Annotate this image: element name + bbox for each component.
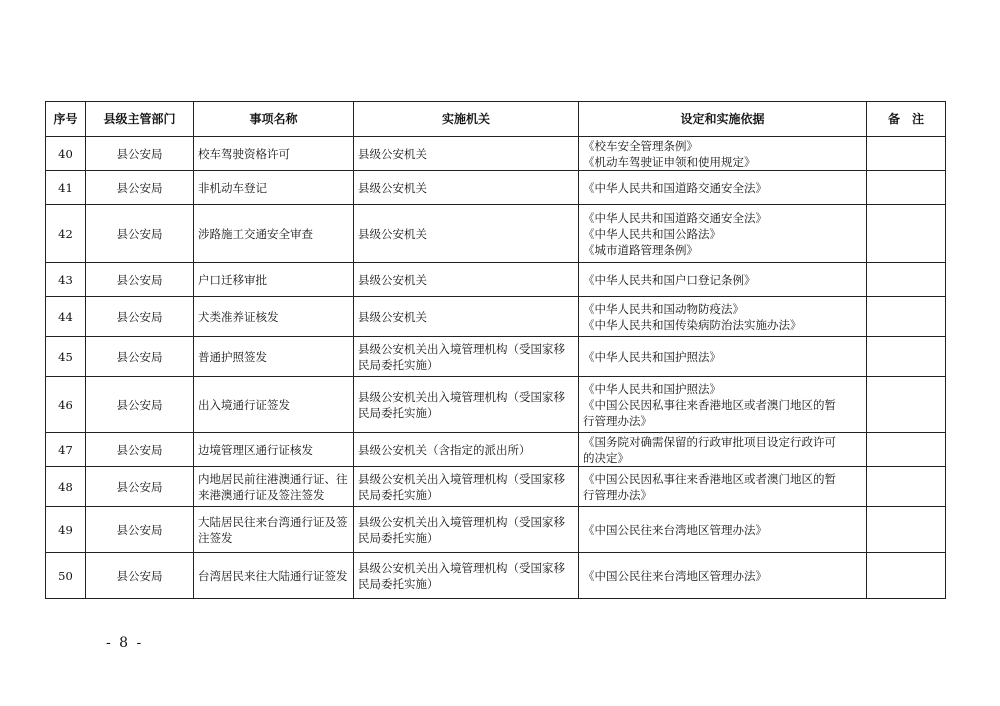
row-basis-cell <box>579 467 867 507</box>
basis-line: 行管理办法》 <box>583 487 652 502</box>
row-no-cell: 44 <box>46 297 86 337</box>
row-item-cell: 边境管理区通行证核发 <box>194 433 354 467</box>
header-dept: 县级主管部门 <box>86 102 194 137</box>
row-note-cell <box>867 507 946 553</box>
table-row <box>46 377 946 433</box>
basis-line: 《中国公民因私事往来香港地区或者澳门地区的暂 <box>583 397 836 412</box>
basis-line: 《中国公民往来台湾地区管理办法》 <box>583 568 767 583</box>
table-row <box>46 337 946 377</box>
row-item-cell: 涉路施工交通安全审查 <box>194 205 354 263</box>
row-note-cell <box>867 467 946 507</box>
table-row <box>46 297 946 337</box>
row-basis-cell <box>579 553 867 599</box>
header-authority: 实施机关 <box>354 102 579 137</box>
basis-line: 《中华人民共和国户口登记条例》 <box>583 272 756 287</box>
row-authority-cell: 县级公安机关出入境管理机构（受国家移民局委托实施） <box>354 337 579 377</box>
row-authority-cell: 县级公安机关 <box>354 297 579 337</box>
header-no: 序号 <box>46 102 86 137</box>
row-item-cell: 户口迁移审批 <box>194 263 354 297</box>
row-item-cell: 内地居民前往港澳通行证、往来港澳通行证及签注签发 <box>194 467 354 507</box>
row-note-cell <box>867 297 946 337</box>
row-no-cell: 45 <box>46 337 86 377</box>
row-dept-cell: 县公安局 <box>86 553 194 599</box>
table-row <box>46 205 946 263</box>
table-row <box>46 507 946 553</box>
row-note-cell <box>867 205 946 263</box>
row-item-cell: 普通护照签发 <box>194 337 354 377</box>
header-note: 备 注 <box>867 102 946 137</box>
row-basis-cell <box>579 263 867 297</box>
basis-line: 的决定》 <box>583 450 629 465</box>
row-dept-cell: 县公安局 <box>86 137 194 171</box>
table-row <box>46 137 946 171</box>
row-no-cell: 41 <box>46 171 86 205</box>
row-dept-cell: 县公安局 <box>86 205 194 263</box>
row-authority-cell: 县级公安机关出入境管理机构（受国家移民局委托实施） <box>354 377 579 433</box>
basis-line: 《校车安全管理条例》 <box>583 138 698 153</box>
row-basis-cell <box>579 337 867 377</box>
row-authority-cell: 县级公安机关 <box>354 263 579 297</box>
basis-line: 《中华人民共和国传染病防治法实施办法》 <box>583 317 802 332</box>
row-no-cell: 50 <box>46 553 86 599</box>
row-basis-cell <box>579 507 867 553</box>
page-number: - 8 - <box>106 635 144 651</box>
row-authority-cell: 县级公安机关出入境管理机构（受国家移民局委托实施） <box>354 467 579 507</box>
row-basis-cell <box>579 205 867 263</box>
row-dept-cell: 县公安局 <box>86 377 194 433</box>
basis-line: 《中华人民共和国护照法》 <box>583 349 721 364</box>
row-no-cell: 42 <box>46 205 86 263</box>
table-row <box>46 553 946 599</box>
row-basis-cell <box>579 433 867 467</box>
header-basis: 设定和实施依据 <box>579 102 867 137</box>
header-item: 事项名称 <box>194 102 354 137</box>
row-no-cell: 49 <box>46 507 86 553</box>
basis-line: 《中华人民共和国护照法》 <box>583 381 721 396</box>
row-authority-cell: 县级公安机关 <box>354 137 579 171</box>
basis-line: 《中华人民共和国公路法》 <box>583 226 721 241</box>
row-authority-cell: 县级公安机关 <box>354 205 579 263</box>
row-no-cell: 48 <box>46 467 86 507</box>
table-row <box>46 433 946 467</box>
row-basis-cell <box>579 377 867 433</box>
row-note-cell <box>867 337 946 377</box>
basis-line: 《国务院对确需保留的行政审批项目设定行政许可 <box>583 434 836 449</box>
basis-line: 《中华人民共和国道路交通安全法》 <box>583 210 767 225</box>
basis-line: 《城市道路管理条例》 <box>583 242 698 257</box>
row-item-cell: 台湾居民来往大陆通行证签发 <box>194 553 354 599</box>
table-row <box>46 263 946 297</box>
table-header-row <box>46 102 946 137</box>
row-no-cell: 40 <box>46 137 86 171</box>
row-basis-cell <box>579 297 867 337</box>
row-item-cell: 出入境通行证签发 <box>194 377 354 433</box>
row-no-cell: 43 <box>46 263 86 297</box>
row-item-cell: 大陆居民往来台湾通行证及签注签发 <box>194 507 354 553</box>
row-note-cell <box>867 171 946 205</box>
row-note-cell <box>867 377 946 433</box>
basis-line: 《机动车驾驶证申领和使用规定》 <box>583 154 756 169</box>
row-basis-cell <box>579 171 867 205</box>
approval-items-table <box>45 101 946 599</box>
row-dept-cell: 县公安局 <box>86 433 194 467</box>
row-dept-cell: 县公安局 <box>86 467 194 507</box>
row-authority-cell: 县级公安机关出入境管理机构（受国家移民局委托实施） <box>354 507 579 553</box>
row-note-cell <box>867 433 946 467</box>
row-basis-cell <box>579 137 867 171</box>
row-dept-cell: 县公安局 <box>86 507 194 553</box>
row-authority-cell: 县级公安机关出入境管理机构（受国家移民局委托实施） <box>354 553 579 599</box>
row-item-cell: 校车驾驶资格许可 <box>194 137 354 171</box>
row-authority-cell: 县级公安机关 <box>354 171 579 205</box>
row-item-cell: 非机动车登记 <box>194 171 354 205</box>
basis-line: 行管理办法》 <box>583 413 652 428</box>
table-body <box>46 137 946 599</box>
row-no-cell: 47 <box>46 433 86 467</box>
row-note-cell <box>867 553 946 599</box>
row-dept-cell: 县公安局 <box>86 263 194 297</box>
row-note-cell <box>867 263 946 297</box>
row-note-cell <box>867 137 946 171</box>
table-row <box>46 467 946 507</box>
row-authority-cell: 县级公安机关（含指定的派出所） <box>354 433 579 467</box>
row-dept-cell: 县公安局 <box>86 337 194 377</box>
row-item-cell: 犬类准养证核发 <box>194 297 354 337</box>
row-dept-cell: 县公安局 <box>86 171 194 205</box>
row-no-cell: 46 <box>46 377 86 433</box>
table-row <box>46 171 946 205</box>
row-dept-cell: 县公安局 <box>86 297 194 337</box>
basis-line: 《中国公民往来台湾地区管理办法》 <box>583 522 767 537</box>
basis-line: 《中华人民共和国动物防疫法》 <box>583 301 744 316</box>
basis-line: 《中华人民共和国道路交通安全法》 <box>583 180 767 195</box>
basis-line: 《中国公民因私事往来香港地区或者澳门地区的暂 <box>583 471 836 486</box>
